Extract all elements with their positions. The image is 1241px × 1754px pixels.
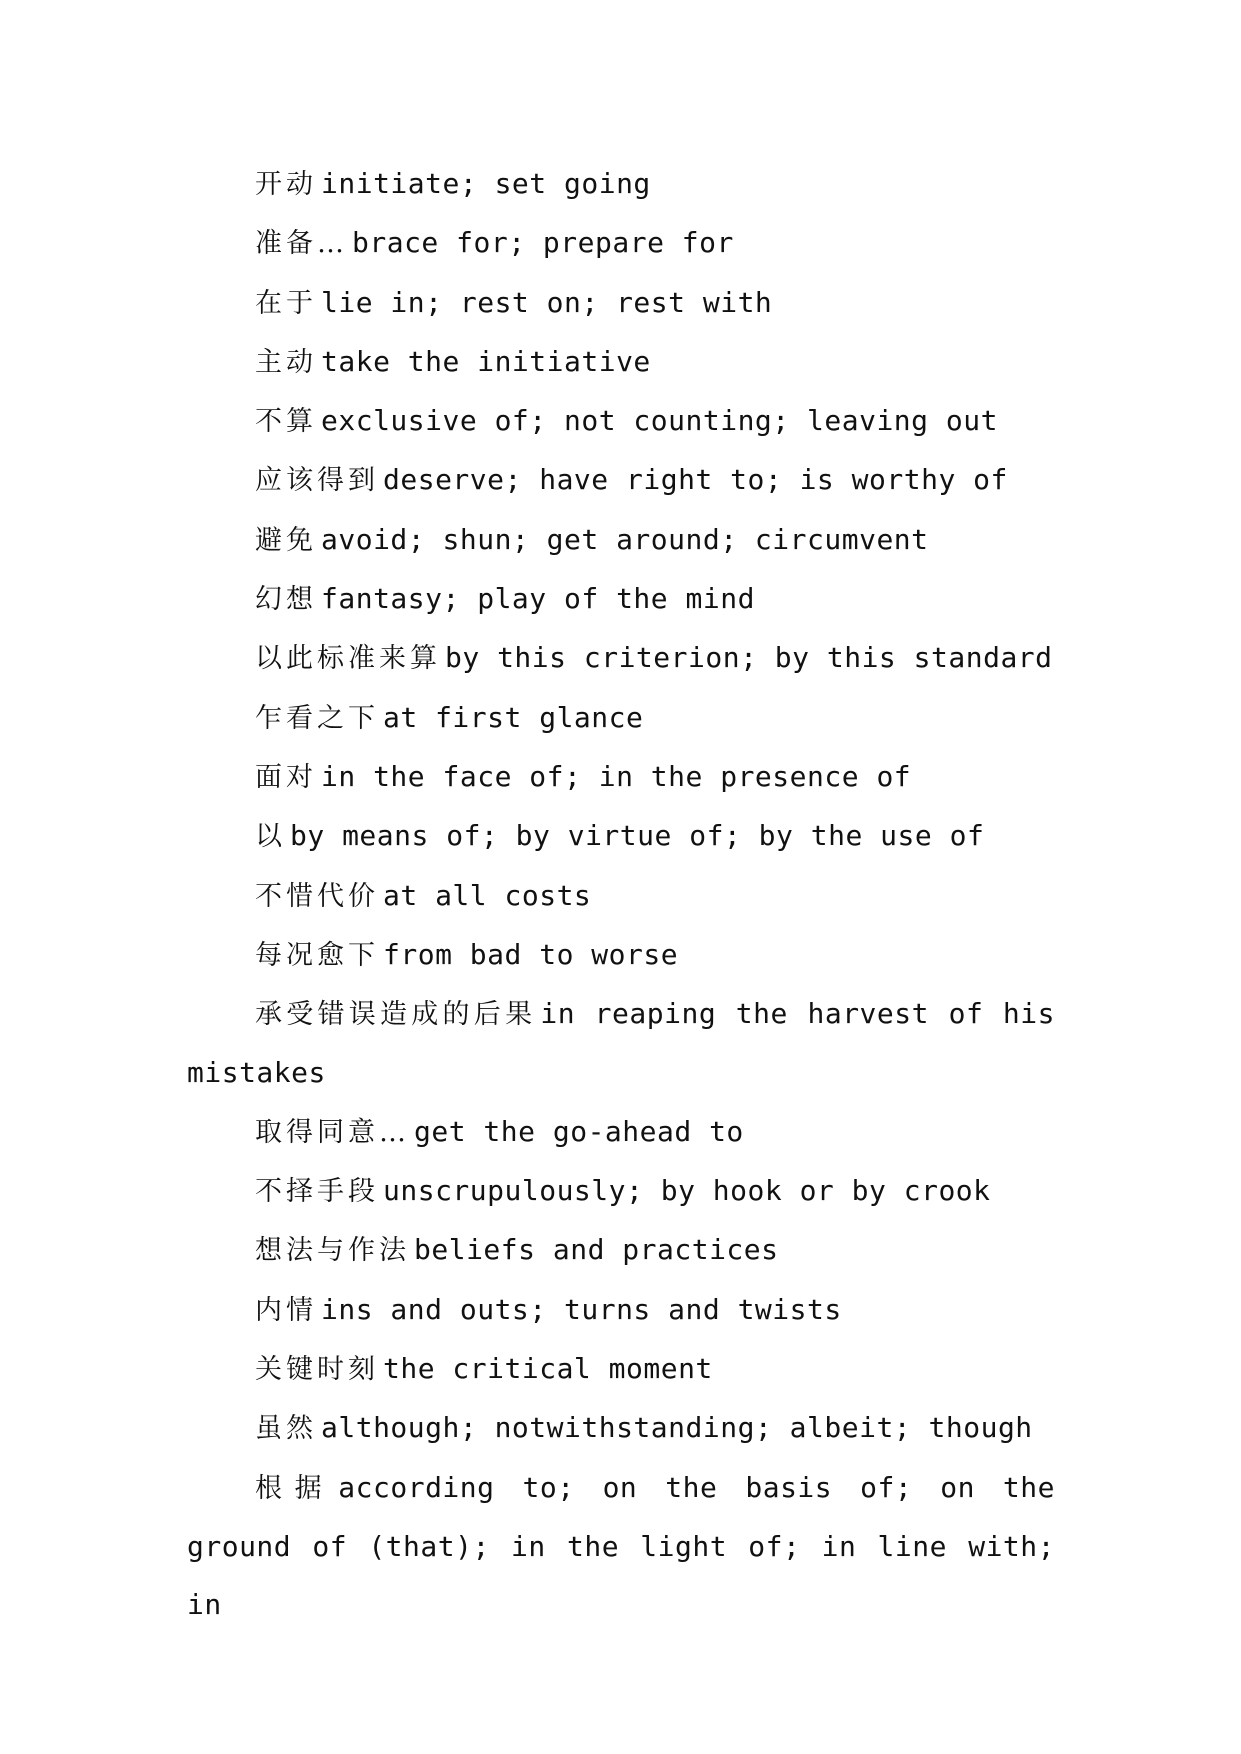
phrase-english: at all costs [383, 878, 592, 912]
phrase-chinese: 虽然 [255, 1413, 317, 1445]
phrase-chinese: 每况愈下 [255, 939, 379, 971]
phrase-entry [187, 1340, 1055, 1399]
phrase-english: brace for; prepare for [352, 226, 734, 260]
phrase-entry [187, 511, 1055, 570]
phrase-english: get the go-ahead to [414, 1114, 744, 1148]
phrase-english: take the initiative [321, 344, 651, 378]
phrase-entry [187, 867, 1055, 926]
phrase-chinese: 不惜代价 [255, 880, 379, 912]
phrase-english: by means of; by virtue of; by the use of [290, 819, 985, 853]
phrase-entry [187, 392, 1055, 451]
phrase-english: ins and outs; turns and twists [321, 1292, 842, 1326]
phrase-entry [187, 451, 1055, 510]
phrase-entry [187, 155, 1055, 214]
phrase-english: according to; on the basis of; on the ground of (that); in the light of; in line with; in [187, 1470, 1055, 1622]
phrase-list [187, 155, 1055, 1634]
phrase-chinese: 准备… [255, 228, 348, 260]
phrase-entry [187, 689, 1055, 748]
phrase-english: in the face of; in the presence of [321, 759, 912, 793]
phrase-entry [187, 807, 1055, 866]
phrase-chinese: 在于 [255, 287, 317, 319]
phrase-english: although; notwithstanding; albeit; though [321, 1411, 1033, 1445]
phrase-chinese: 应该得到 [255, 465, 379, 497]
phrase-chinese: 幻想 [255, 584, 317, 616]
phrase-english: fantasy; play of the mind [321, 582, 755, 616]
phrase-entry [187, 1281, 1055, 1340]
phrase-english: exclusive of; not counting; leaving out [321, 404, 998, 438]
phrase-english: the critical moment [383, 1351, 713, 1385]
phrase-chinese: 承受错误造成的后果 [255, 999, 537, 1031]
phrase-chinese: 不算 [255, 406, 317, 438]
phrase-chinese: 开动 [255, 169, 317, 200]
phrase-chinese: 内情 [255, 1294, 317, 1326]
phrase-entry [187, 926, 1055, 985]
phrase-english: at first glance [383, 700, 644, 734]
phrase-entry [187, 1103, 1055, 1162]
phrase-english: deserve; have right to; is worthy of [383, 463, 1008, 497]
phrase-english: unscrupulously; by hook or by crook [383, 1174, 991, 1208]
phrase-entry [187, 629, 1055, 688]
phrase-chinese: 根据 [255, 1472, 335, 1504]
phrase-chinese: 以 [255, 821, 286, 853]
phrase-entry [187, 1399, 1055, 1458]
phrase-chinese: 不择手段 [255, 1176, 379, 1208]
phrase-chinese: 想法与作法 [255, 1235, 410, 1267]
phrase-english: initiate; set going [321, 167, 651, 200]
phrase-entry [187, 1221, 1055, 1280]
phrase-english: avoid; shun; get around; circumvent [321, 522, 929, 556]
phrase-english: from bad to worse [383, 937, 679, 971]
phrase-chinese: 乍看之下 [255, 702, 379, 734]
phrase-chinese: 取得同意… [255, 1116, 410, 1148]
phrase-entry [187, 333, 1055, 392]
phrase-english: in reaping the harvest of his mistakes [187, 997, 1056, 1090]
phrase-entry [187, 570, 1055, 629]
phrase-chinese: 主动 [255, 346, 317, 378]
phrase-english: beliefs and practices [414, 1233, 779, 1267]
phrase-entry [187, 274, 1055, 333]
phrase-chinese: 面对 [255, 761, 317, 793]
phrase-chinese: 以此标准来算 [255, 643, 441, 675]
phrase-entry [187, 748, 1055, 807]
phrase-entry [187, 985, 1055, 1103]
phrase-english: lie in; rest on; rest with [321, 285, 773, 319]
phrase-chinese: 避免 [255, 524, 317, 556]
phrase-chinese: 关键时刻 [255, 1353, 379, 1385]
phrase-english: by this criterion; by this standard [445, 641, 1053, 675]
phrase-entry [187, 214, 1055, 273]
phrase-entry [187, 1162, 1055, 1221]
phrase-entry [187, 1459, 1055, 1635]
